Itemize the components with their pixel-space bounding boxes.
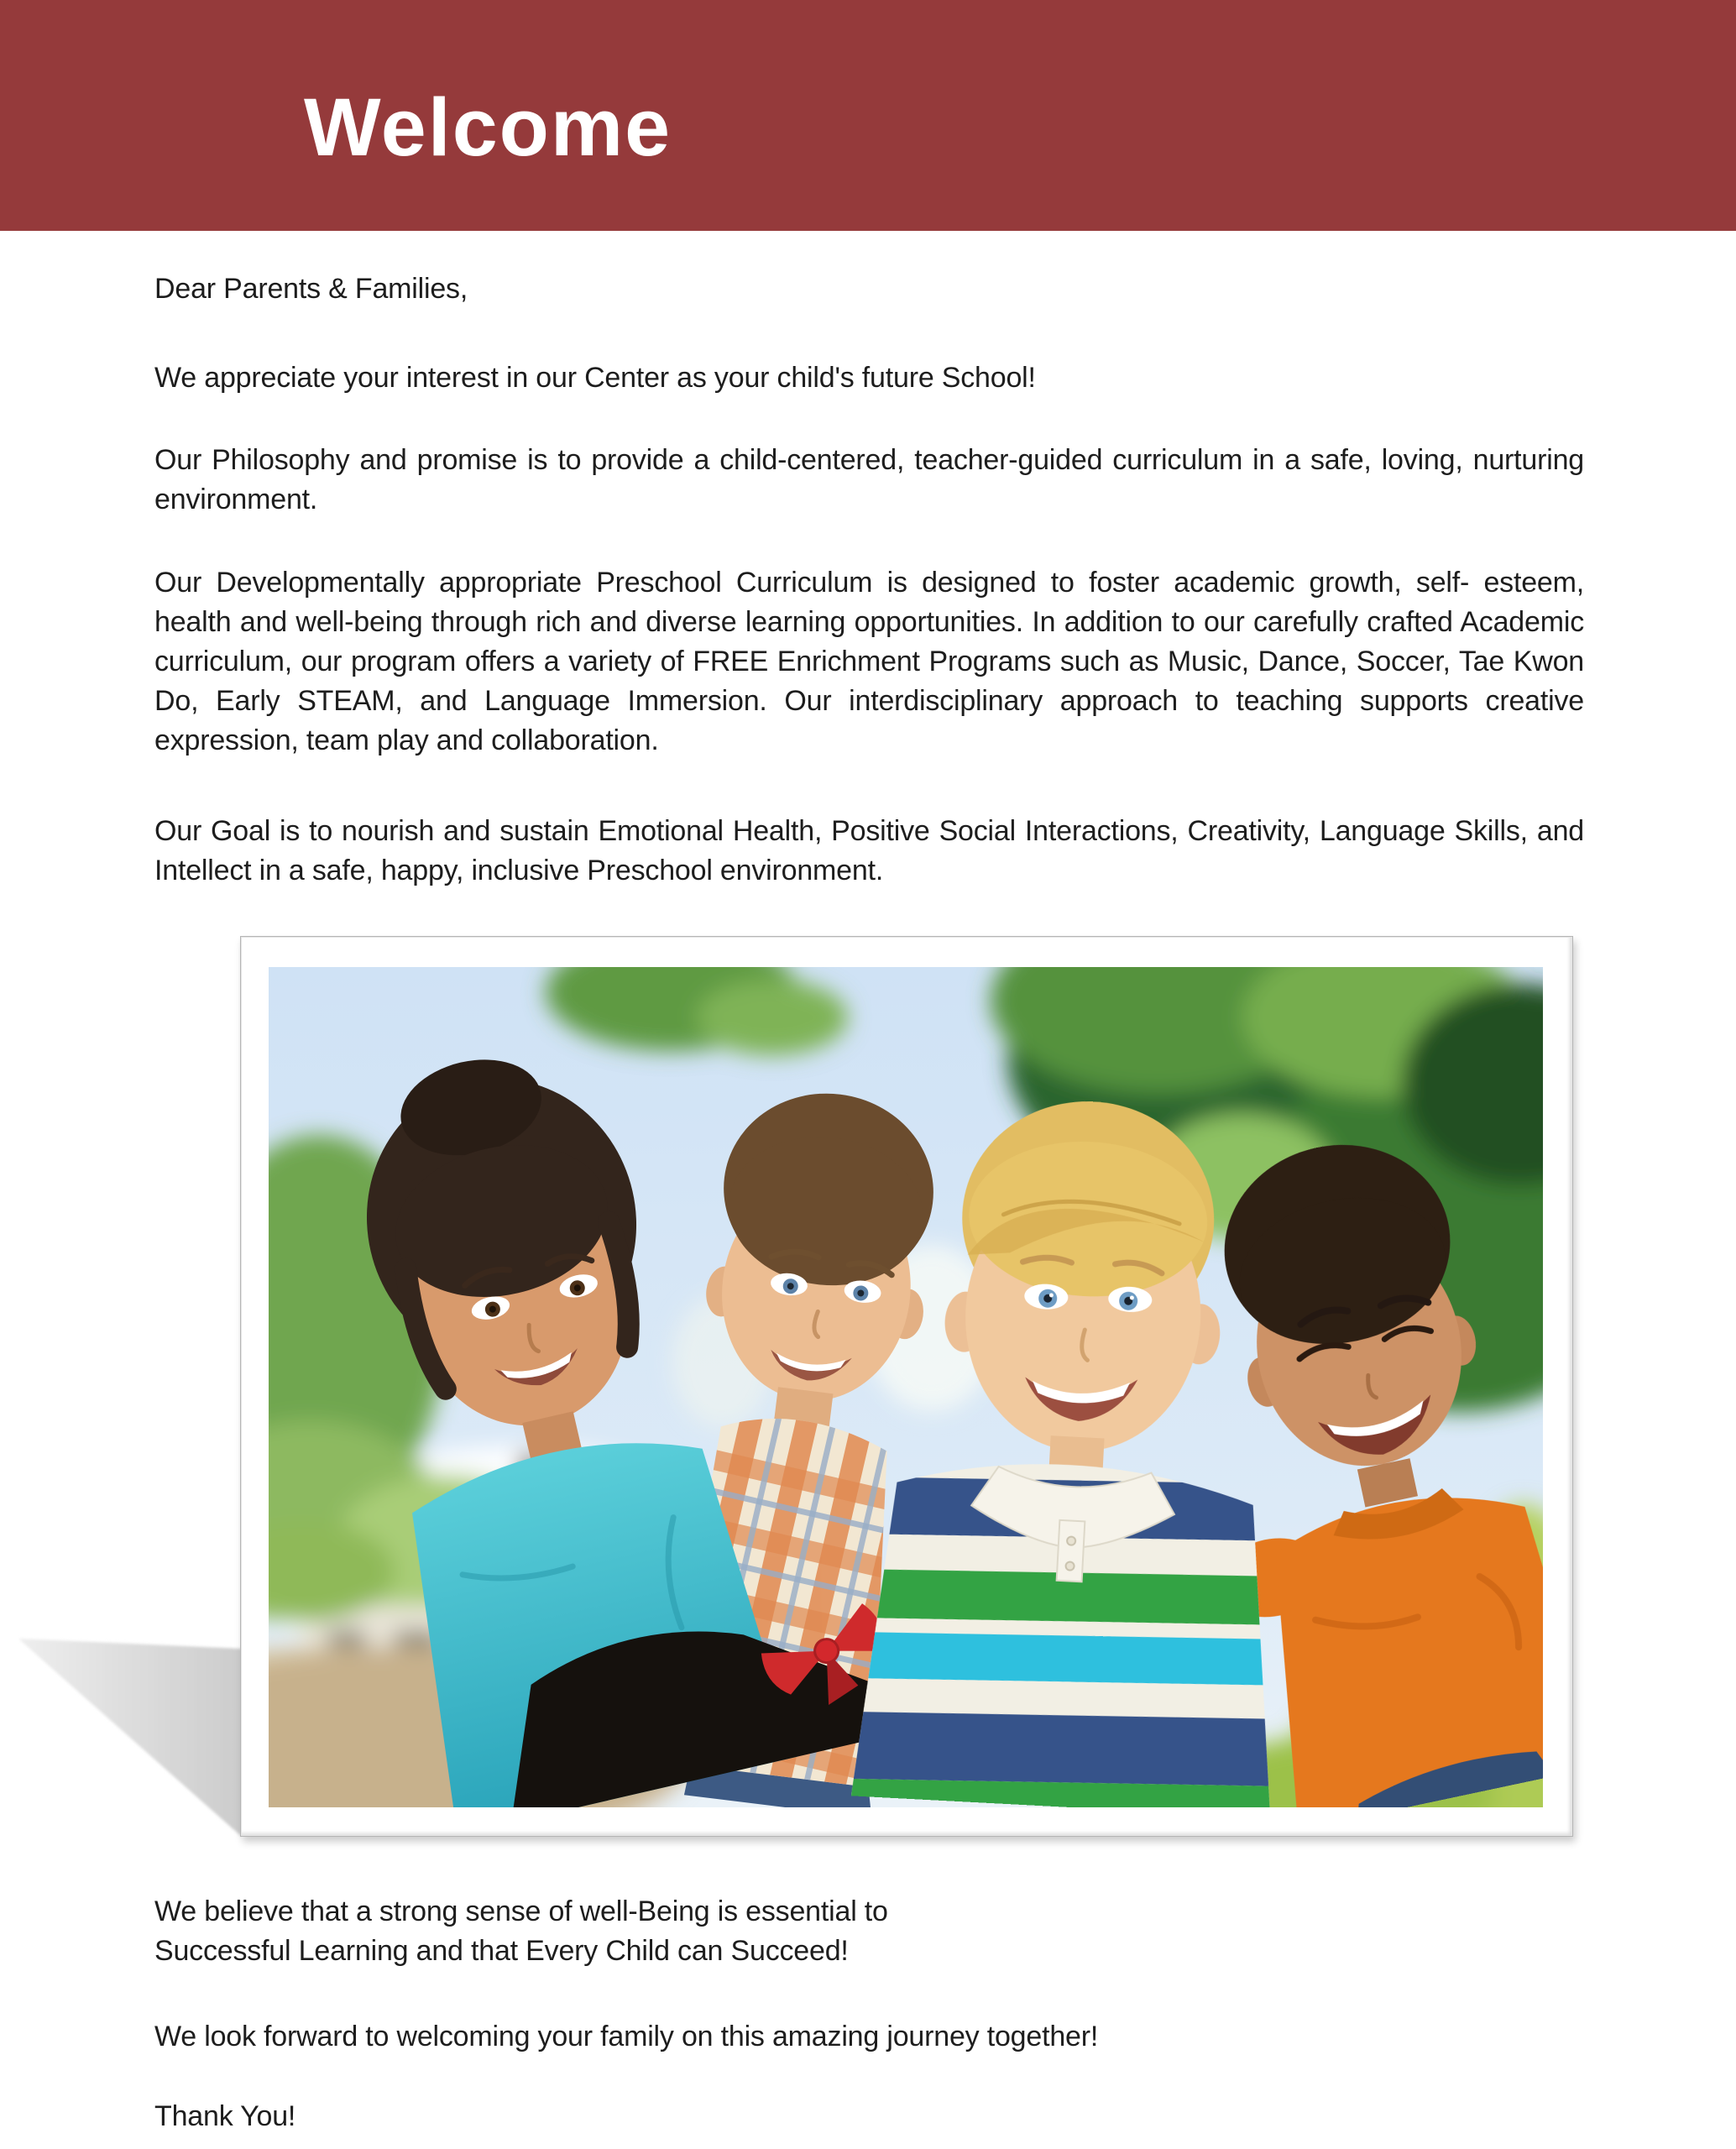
paragraph-curriculum: Our Developmentally appropriate Preschool Curriculum is designed to foster academic growth, self- esteem, health and well-being through rich and diverse learning opportunities. In addition to our carefully crafted Academic curriculum, our program offers a variety of FREE Enrichment Programs such as Music, Dance, Soccer, Tae Kwon Do, Early STEAM, and Language Immersion. Our interdisciplinary approach to teaching supports creative expression, team play and collaboration. <box>154 567 1584 756</box>
paragraph-interest: We appreciate your interest in our Center as your child's future School! <box>154 362 1036 394</box>
photo-corner-shadow <box>18 1635 242 1838</box>
paragraph-goal: Our Goal is to nourish and sustain Emotional Health, Positive Social Interactions, Creativity, Language Skills, and Intellect in a safe, happy, inclusive Preschool environment. <box>154 815 1584 886</box>
paragraph-closing <box>154 1892 1584 1971</box>
paragraph-farewell: We look forward to welcoming your family on this amazing journey together! <box>154 2021 1099 2052</box>
paragraph-thanks: Thank You! <box>154 2100 296 2132</box>
page-title: Welcome <box>304 81 672 173</box>
children-photo <box>269 967 1543 1807</box>
header-banner <box>0 0 1736 231</box>
closing-line-1: We believe that a strong sense of well-Being is essential to <box>154 1895 888 1927</box>
photo-area <box>269 967 1543 1807</box>
paragraph-philosophy: Our Philosophy and promise is to provide a child-centered, teacher-guided curriculum in a safe, loving, nurturing environment. <box>154 444 1584 515</box>
closing-line-2: Successful Learning and that Every Child can Succeed! <box>154 1935 849 1967</box>
salutation: Dear Parents & Families, <box>154 273 468 305</box>
photo-frame <box>240 936 1573 1837</box>
